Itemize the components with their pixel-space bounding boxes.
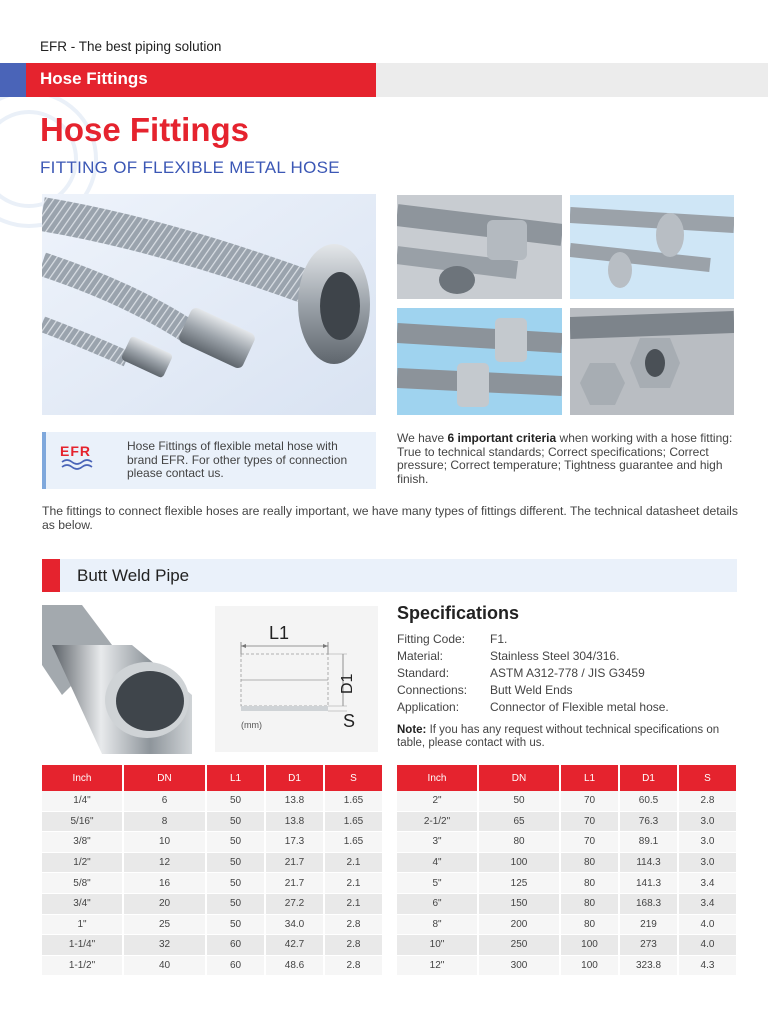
table-cell: 150	[478, 893, 560, 914]
column-header: S	[324, 765, 382, 791]
table-row	[397, 852, 736, 873]
note-label: Note:	[397, 724, 427, 736]
dimension-label-s: S	[343, 711, 356, 731]
spec-value: Stainless Steel 304/316.	[490, 649, 620, 663]
column-header: Inch	[397, 765, 478, 791]
table-row	[397, 811, 736, 832]
column-header: L1	[560, 765, 619, 791]
table-cell: 100	[478, 852, 560, 873]
table-cell: 80	[560, 914, 619, 935]
table-cell: 1.65	[324, 791, 382, 811]
table-cell: 50	[206, 811, 265, 832]
table-cell: 1.65	[324, 811, 382, 832]
spec-row	[397, 632, 507, 646]
table-cell: 80	[560, 873, 619, 894]
spec-value: Butt Weld Ends	[490, 683, 573, 697]
brand-info-box	[42, 432, 376, 489]
note-text: If you has any request without technical specifications on table, please contact with us.	[397, 724, 720, 749]
specifications-title: Specifications	[397, 603, 520, 623]
table-cell: 5/8"	[42, 873, 123, 894]
spec-label: Material:	[397, 649, 444, 663]
table-cell: 16	[123, 873, 206, 894]
table-cell: 300	[478, 955, 560, 976]
table-cell: 10	[123, 832, 206, 853]
table-cell: 3.0	[678, 811, 736, 832]
section-header-accent	[42, 559, 60, 592]
table-cell: 50	[206, 893, 265, 914]
table-cell: 168.3	[619, 893, 678, 914]
table-cell: 80	[478, 832, 560, 853]
table-cell: 1/2"	[42, 852, 123, 873]
table-row	[42, 791, 382, 811]
table-cell: 48.6	[265, 955, 324, 976]
spec-label: Application:	[397, 700, 460, 714]
dimension-diagram	[215, 606, 378, 752]
efr-logo	[60, 444, 104, 478]
spec-row	[397, 666, 645, 680]
section-bar-label: Hose Fittings	[40, 69, 148, 88]
table-cell: 12"	[397, 955, 478, 976]
table-row	[42, 811, 382, 832]
table-cell: 27.2	[265, 893, 324, 914]
criteria-highlight: 6 important criteria	[447, 431, 557, 445]
table-cell: 4.0	[678, 914, 736, 935]
table-cell: 70	[560, 811, 619, 832]
table-cell: 8	[123, 811, 206, 832]
table-row	[42, 935, 382, 956]
unit-label: (mm)	[241, 720, 262, 730]
table-cell: 125	[478, 873, 560, 894]
table-cell: 5/16"	[42, 811, 123, 832]
table-cell: 1-1/2"	[42, 955, 123, 976]
hose-fitting-photo	[570, 308, 734, 415]
table-header-row	[397, 765, 736, 791]
spec-label: Fitting Code:	[397, 632, 466, 646]
page-title: Hose Fittings	[40, 111, 250, 148]
table-cell: 50	[478, 791, 560, 811]
column-header: L1	[206, 765, 265, 791]
table-cell: 21.7	[265, 873, 324, 894]
table-cell: 42.7	[265, 935, 324, 956]
hose-fitting-photo	[397, 195, 562, 299]
table-cell: 1/4"	[42, 791, 123, 811]
column-header: Inch	[42, 765, 123, 791]
table-cell: 2.1	[324, 852, 382, 873]
table-cell: 50	[206, 873, 265, 894]
table-row	[42, 873, 382, 894]
table-cell: 6"	[397, 893, 478, 914]
table-cell: 60	[206, 935, 265, 956]
table-cell: 3/4"	[42, 893, 123, 914]
section-bar-accent	[0, 63, 26, 97]
column-header: D1	[619, 765, 678, 791]
brand-box-text: Hose Fittings of flexible metal hose with brand EFR. For other types of connection please contact us.	[127, 439, 348, 480]
page-subtitle: FITTING OF FLEXIBLE METAL HOSE	[40, 158, 340, 177]
spec-value: F1.	[490, 632, 508, 646]
table-row	[397, 873, 736, 894]
table-cell: 1"	[42, 914, 123, 935]
table-row	[42, 832, 382, 853]
table-cell: 100	[560, 955, 619, 976]
table-row	[397, 832, 736, 853]
table-cell: 2.8	[324, 955, 382, 976]
spec-label: Connections:	[397, 683, 468, 697]
criteria-suffix: when working with a hose fitting: True to technical standards; Correct specifications; Correct pressure; Correct temperature; Tightness guarantee and high finish.	[397, 431, 733, 486]
table-cell: 40	[123, 955, 206, 976]
table-cell: 50	[206, 832, 265, 853]
column-header: DN	[123, 765, 206, 791]
table-cell: 89.1	[619, 832, 678, 853]
column-header: DN	[478, 765, 560, 791]
table-cell: 200	[478, 914, 560, 935]
table-cell: 2.8	[678, 791, 736, 811]
intro-paragraph: The fittings to connect flexible hoses are really important, we have many types of fittings different. The technical datasheet details as below.	[42, 504, 738, 532]
table-cell: 250	[478, 935, 560, 956]
table-cell: 100	[560, 935, 619, 956]
spec-label: Standard:	[397, 666, 450, 680]
table-cell: 21.7	[265, 852, 324, 873]
table-cell: 1.65	[324, 832, 382, 853]
wave-icon	[60, 458, 100, 472]
table-cell: 80	[560, 852, 619, 873]
table-cell: 13.8	[265, 791, 324, 811]
criteria-prefix: We have	[397, 431, 448, 445]
table-cell: 5"	[397, 873, 478, 894]
specifications-note	[397, 724, 737, 750]
table-cell: 2"	[397, 791, 478, 811]
table-row	[397, 893, 736, 914]
table-cell: 50	[206, 791, 265, 811]
table-row	[42, 893, 382, 914]
table-cell: 1-1/4"	[42, 935, 123, 956]
table-cell: 76.3	[619, 811, 678, 832]
dimension-table-right	[397, 765, 736, 976]
spec-value: ASTM A312-778 / JIS G3459	[490, 666, 645, 680]
table-row	[42, 955, 382, 976]
table-cell: 219	[619, 914, 678, 935]
table-cell: 20	[123, 893, 206, 914]
table-cell: 2.8	[324, 935, 382, 956]
column-header: S	[678, 765, 736, 791]
section-title: Butt Weld Pipe	[77, 566, 190, 585]
table-cell: 2.8	[324, 914, 382, 935]
efr-logo-text: EFR	[60, 443, 91, 459]
hose-fitting-photo	[397, 308, 562, 415]
table-cell: 2.1	[324, 893, 382, 914]
table-cell: 4.3	[678, 955, 736, 976]
table-cell: 34.0	[265, 914, 324, 935]
table-row	[42, 852, 382, 873]
table-cell: 60	[206, 955, 265, 976]
table-cell: 17.3	[265, 832, 324, 853]
table-cell: 3"	[397, 832, 478, 853]
table-cell: 60.5	[619, 791, 678, 811]
table-row	[397, 914, 736, 935]
table-cell: 114.3	[619, 852, 678, 873]
hose-fitting-photo	[570, 195, 734, 299]
table-cell: 3.4	[678, 893, 736, 914]
table-cell: 50	[206, 852, 265, 873]
table-cell: 32	[123, 935, 206, 956]
table-cell: 323.8	[619, 955, 678, 976]
table-row	[42, 914, 382, 935]
table-cell: 8"	[397, 914, 478, 935]
table-cell: 70	[560, 832, 619, 853]
table-cell: 273	[619, 935, 678, 956]
table-cell: 4.0	[678, 935, 736, 956]
spec-row	[397, 700, 669, 714]
table-cell: 6	[123, 791, 206, 811]
table-row	[397, 935, 736, 956]
butt-weld-pipe-image	[42, 605, 196, 754]
table-cell: 25	[123, 914, 206, 935]
table-cell: 2.1	[324, 873, 382, 894]
table-cell: 4"	[397, 852, 478, 873]
table-cell: 10"	[397, 935, 478, 956]
column-header: D1	[265, 765, 324, 791]
table-cell: 50	[206, 914, 265, 935]
table-cell: 70	[560, 791, 619, 811]
hose-fittings-hero-image	[42, 194, 376, 415]
tagline: EFR - The best piping solution	[40, 39, 222, 54]
table-cell: 141.3	[619, 873, 678, 894]
table-cell: 2-1/2"	[397, 811, 478, 832]
spec-row	[397, 649, 619, 663]
table-cell: 3/8"	[42, 832, 123, 853]
spec-row	[397, 683, 573, 697]
table-row	[397, 955, 736, 976]
brand-box-accent	[42, 432, 46, 489]
criteria-paragraph	[397, 432, 737, 486]
table-cell: 3.0	[678, 832, 736, 853]
table-cell: 80	[560, 893, 619, 914]
dimension-table-left	[42, 765, 382, 976]
table-cell: 3.4	[678, 873, 736, 894]
table-cell: 3.0	[678, 852, 736, 873]
table-cell: 12	[123, 852, 206, 873]
table-row	[397, 791, 736, 811]
spec-value: Connector of Flexible metal hose.	[490, 700, 669, 714]
dimension-label-l1: L1	[269, 623, 290, 643]
dimension-label-d1: D1	[339, 673, 356, 694]
table-header-row	[42, 765, 382, 791]
table-cell: 13.8	[265, 811, 324, 832]
table-cell: 65	[478, 811, 560, 832]
